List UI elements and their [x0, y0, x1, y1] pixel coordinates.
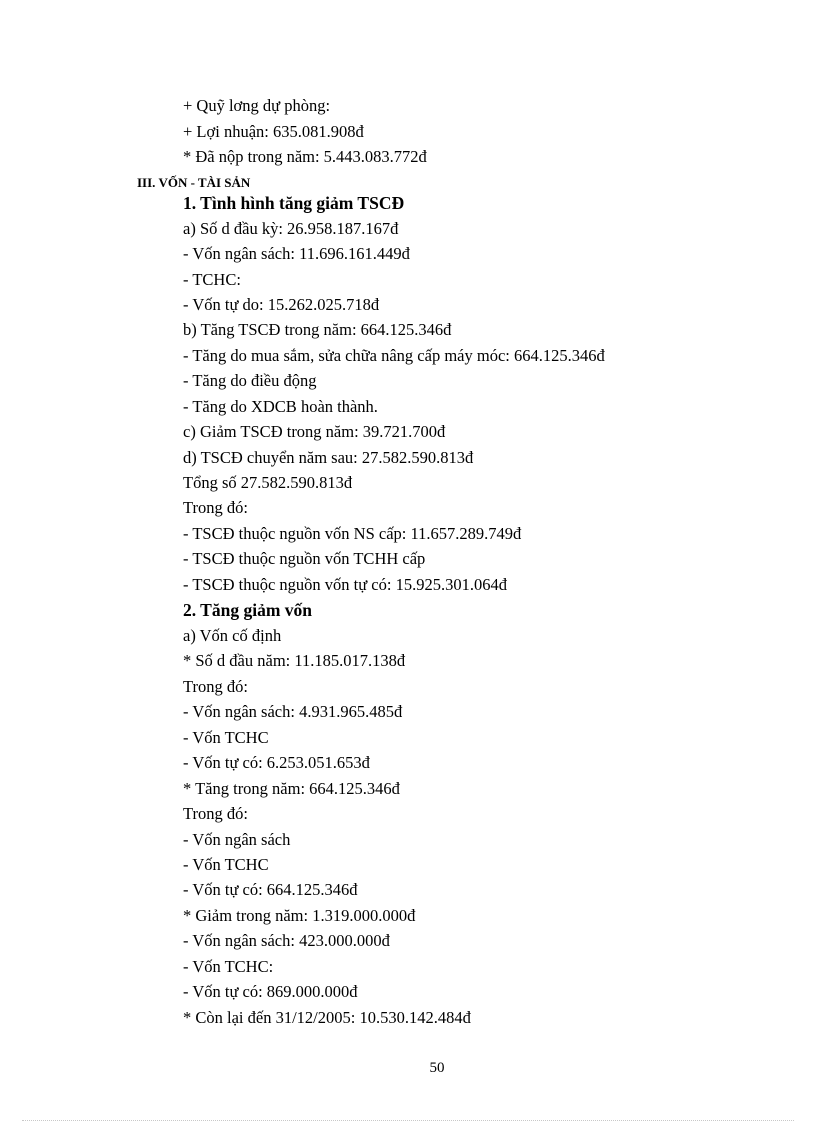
text-line: - Tăng do mua sắm, sửa chữa nâng cấp máy móc: 664.125.346đ	[183, 346, 605, 365]
text-line: * Đã nộp trong năm: 5.443.083.772đ	[183, 147, 427, 166]
text-line: - Vốn TCHC:	[183, 957, 274, 976]
text-line: d) TSCĐ chuyển năm sau: 27.582.590.813đ	[183, 448, 474, 467]
text-line: - TCHC:	[183, 270, 241, 289]
text-line: Trong đó:	[183, 804, 248, 823]
subsection-heading: 2. Tăng giảm vốn	[183, 600, 313, 620]
section-heading: III. VỐN - TÀI SẢN	[137, 175, 251, 190]
text-line: * Còn lại đến 31/12/2005: 10.530.142.484đ	[183, 1008, 471, 1027]
text-line: Trong đó:	[183, 498, 248, 517]
text-line: b) Tăng TSCĐ trong năm: 664.125.346đ	[183, 320, 452, 339]
page-bottom-rule	[22, 1120, 794, 1121]
text-line: - Vốn ngân sách: 4.931.965.485đ	[183, 702, 403, 721]
text-line: - Vốn tự có: 869.000.000đ	[183, 982, 358, 1001]
text-line: - TSCĐ thuộc nguồn vốn NS cấp: 11.657.289.749đ	[183, 524, 522, 543]
text-line: + Quỹ lơng dự phòng:	[183, 96, 331, 115]
text-line: * Tăng trong năm: 664.125.346đ	[183, 779, 400, 798]
text-line: a) Số d đầu kỳ: 26.958.187.167đ	[183, 219, 399, 238]
text-line: Tổng số 27.582.590.813đ	[183, 473, 353, 492]
text-line: - Vốn ngân sách: 423.000.000đ	[183, 931, 390, 950]
text-line: - TSCĐ thuộc nguồn vốn TCHH cấp	[183, 549, 426, 568]
text-line: - Vốn tự do: 15.262.025.718đ	[183, 295, 380, 314]
subsection-heading: 1. Tình hình tăng giảm TSCĐ	[183, 193, 405, 213]
text-line: - Vốn ngân sách: 11.696.161.449đ	[183, 244, 410, 263]
text-line: - Vốn TCHC	[183, 728, 269, 747]
text-line: - Tăng do XDCB hoàn thành.	[183, 397, 378, 416]
text-line: Trong đó:	[183, 677, 248, 696]
text-line: - TSCĐ thuộc nguồn vốn tự có: 15.925.301.064đ	[183, 575, 507, 594]
text-line: * Giảm trong năm: 1.319.000.000đ	[183, 906, 416, 925]
text-line: + Lợi nhuận: 635.081.908đ	[183, 122, 364, 141]
text-line: - Tăng do điều động	[183, 371, 317, 390]
text-line: - Vốn tự có: 664.125.346đ	[183, 880, 358, 899]
text-line: - Vốn TCHC	[183, 855, 269, 874]
text-line: - Vốn ngân sách	[183, 830, 291, 849]
text-line: c) Giảm TSCĐ trong năm: 39.721.700đ	[183, 422, 446, 441]
text-line: a) Vốn cố định	[183, 626, 282, 645]
text-line: * Số d đầu năm: 11.185.017.138đ	[183, 651, 406, 670]
page-number: 50	[429, 1060, 445, 1076]
text-line: - Vốn tự có: 6.253.051.653đ	[183, 753, 370, 772]
